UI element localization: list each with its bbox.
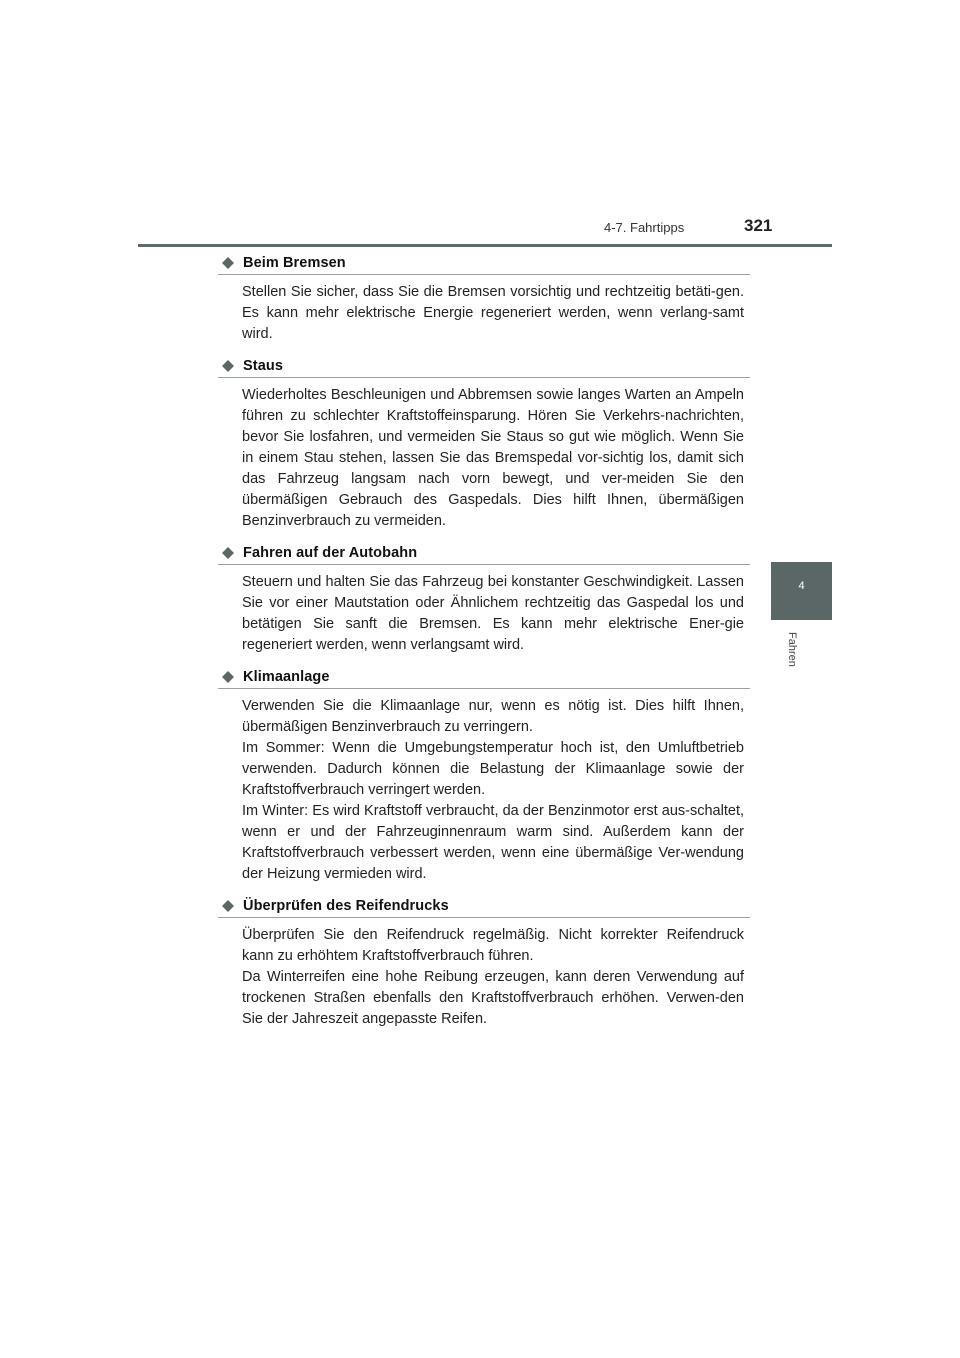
paragraph: Steuern und halten Sie das Fahrzeug bei konstanter Geschwindigkeit. Lassen Sie vor einer Mautstation oder Ähnlichem rechtzeitig das Gaspedal los und betätigen Sie sanft die Bremsen. Es kann mehr elektrische Ener-gie regeneriert werden, wenn verlangsamt wird. [242,574,744,653]
section-ueberpruefen-des-reifendrucks [218,895,750,1030]
diamond-bullet-icon [222,900,234,912]
section-heading [218,895,750,918]
paragraph: Im Sommer: Wenn die Umgebungstemperatur hoch ist, den Umluftbetrieb verwenden. Dadurch können die Belastung der Klimaanlage sowie der Kraftstoffverbrauch verringert werden. [242,740,744,798]
chapter-tab [771,562,832,620]
chapter-tab-number: 4 [798,580,805,592]
diamond-bullet-icon [222,360,234,372]
section-beim-bremsen [218,252,750,345]
section-body [242,282,744,345]
section-heading [218,355,750,378]
paragraph: Überprüfen Sie den Reifendruck regelmäßig. Nicht korrekter Reifendruck kann zu erhöhtem Kraftstoffverbrauch führen. [242,927,744,964]
page-number: 321 [744,216,773,235]
chapter-tab-label: Fahren [786,632,798,667]
diamond-bullet-icon [222,671,234,683]
section-staus [218,355,750,532]
section-heading-text: Fahren auf der Autobahn [243,545,418,561]
section-fahren-auf-der-autobahn [218,542,750,656]
paragraph: Wiederholtes Beschleunigen und Abbremsen sowie langes Warten an Ampeln führen zu schlechter Kraftstoffeinsparung. Hören Sie Verkehrs-nachrichten, bevor Sie losfahren, und vermeiden Sie Staus so gut wie möglich. Wenn Sie in einem Stau stehen, lassen Sie das Bremspedal vor-sichtig los, damit sich das Fahrzeug langsam nach vorn bewegt, und ver-meiden Sie den übermäßigen Gebrauch des Gaspedals. Dies hilft Ihnen, übermäßigen Benzinverbrauch zu vermeiden. [242,387,744,529]
section-klimaanlage [218,666,750,885]
paragraph: Im Winter: Es wird Kraftstoff verbraucht, da der Benzinmotor erst aus-schaltet, wenn er und der Fahrzeuginnenraum warm sind. Außerdem kann der Kraftstoffverbrauch verbessert werden, wenn eine übermäßige Ver-wendung der Heizung vermieden wird. [242,803,744,882]
section-heading [218,252,750,275]
section-heading [218,666,750,689]
section-heading-text: Überprüfen des Reifendrucks [243,898,449,914]
section-heading-text: Staus [243,358,283,374]
section-heading [218,542,750,565]
paragraph: Stellen Sie sicher, dass Sie die Bremsen vorsichtig und rechtzeitig betäti-gen. Es kann mehr elektrische Energie regeneriert werden, wenn verlang-samt wird. [242,284,744,342]
header-divider [138,244,832,247]
section-body [242,925,744,1030]
diamond-bullet-icon [222,547,234,559]
paragraph: Da Winterreifen eine hohe Reibung erzeugen, kann deren Verwendung auf trockenen Straßen ebenfalls den Kraftstoffverbrauch erhöhen. Verwen-den Sie der Jahreszeit angepasste Reifen. [242,969,744,1027]
section-body [242,385,744,532]
page-content [218,252,750,1040]
section-body [242,696,744,885]
diamond-bullet-icon [222,257,234,269]
section-heading-text: Klimaanlage [243,669,330,685]
section-heading-text: Beim Bremsen [243,255,346,271]
header-section-title: 4-7. Fahrtipps [604,220,685,235]
paragraph: Verwenden Sie die Klimaanlage nur, wenn es nötig ist. Dies hilft Ihnen, übermäßigen Benzinverbrauch zu verringern. [242,698,744,735]
section-body [242,572,744,656]
